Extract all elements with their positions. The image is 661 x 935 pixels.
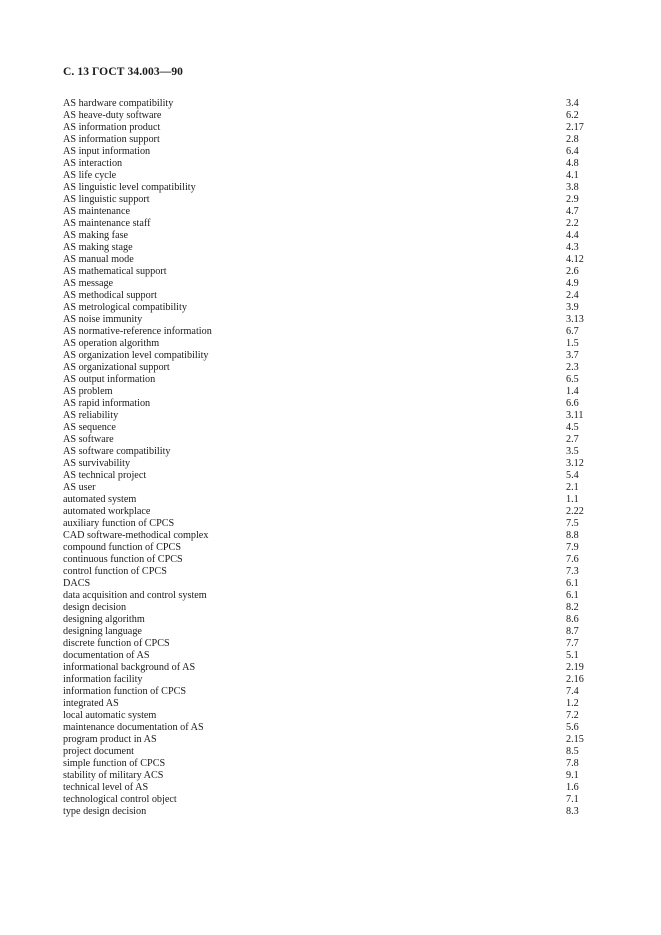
index-term: local automatic system — [63, 710, 157, 721]
index-row — [63, 206, 603, 218]
index-row — [63, 122, 603, 134]
index-term: AS making stage — [63, 242, 133, 253]
index-reference-number: 2.22 — [566, 506, 584, 517]
index-term: information function of CPCS — [63, 686, 187, 697]
index-term: AS maintenance — [63, 206, 131, 217]
index-term: AS problem — [63, 386, 113, 397]
index-term: AS making fase — [63, 230, 129, 241]
index-row — [63, 98, 603, 110]
index-reference-number: 2.7 — [566, 434, 579, 445]
index-row — [63, 590, 603, 602]
index-row — [63, 254, 603, 266]
index-term: AS software compatibility — [63, 446, 171, 457]
index-reference-number: 2.8 — [566, 134, 579, 145]
index-term: AS output information — [63, 374, 156, 385]
index-row — [63, 278, 603, 290]
index-row — [63, 314, 603, 326]
index-term: AS maintenance staff — [63, 218, 151, 229]
index-reference-number: 4.7 — [566, 206, 579, 217]
index-term: design decision — [63, 602, 127, 613]
index-reference-number: 9.1 — [566, 770, 579, 781]
index-row — [63, 698, 603, 710]
index-reference-number: 2.1 — [566, 482, 579, 493]
index-reference-number: 6.5 — [566, 374, 579, 385]
index-row — [63, 530, 603, 542]
index-row — [63, 170, 603, 182]
index-row — [63, 398, 603, 410]
index-row — [63, 338, 603, 350]
index-row — [63, 614, 603, 626]
index-term: AS user — [63, 482, 96, 493]
index-row — [63, 386, 603, 398]
index-row — [63, 326, 603, 338]
index-reference-number: 3.12 — [566, 458, 584, 469]
index-term: maintenance documentation of AS — [63, 722, 204, 733]
page-header: С. 13 ГОСТ 34.003—90 — [63, 66, 184, 78]
index-term: documentation of AS — [63, 650, 150, 661]
index-reference-number: 4.4 — [566, 230, 579, 241]
index-row — [63, 230, 603, 242]
index-row — [63, 506, 603, 518]
index-row — [63, 566, 603, 578]
index-row — [63, 110, 603, 122]
index-term: AS linguistic level compatibility — [63, 182, 196, 193]
index-term: AS technical project — [63, 470, 147, 481]
index-reference-number: 7.5 — [566, 518, 579, 529]
index-reference-number: 3.4 — [566, 98, 579, 109]
index-row — [63, 554, 603, 566]
index-reference-number: 8.5 — [566, 746, 579, 757]
index-row — [63, 518, 603, 530]
index-term: simple function of CPCS — [63, 758, 166, 769]
index-term: AS metrological compatibility — [63, 302, 187, 313]
index-reference-number: 3.5 — [566, 446, 579, 457]
index-row — [63, 638, 603, 650]
index-term: designing language — [63, 626, 142, 637]
index-row — [63, 674, 603, 686]
index-row — [63, 410, 603, 422]
index-row — [63, 542, 603, 554]
index-row — [63, 782, 603, 794]
index-term: technological control object — [63, 794, 177, 805]
index-row — [63, 650, 603, 662]
index-term: AS mathematical support — [63, 266, 167, 277]
index-term: stability of military ACS — [63, 770, 164, 781]
index-term: control function of CPCS — [63, 566, 167, 577]
index-term: AS noise immunity — [63, 314, 143, 325]
index-reference-number: 7.1 — [566, 794, 579, 805]
index-row — [63, 350, 603, 362]
index-term: AS software — [63, 434, 114, 445]
index-reference-number: 1.6 — [566, 782, 579, 793]
index-row — [63, 794, 603, 806]
index-term: AS interaction — [63, 158, 123, 169]
index-row — [63, 734, 603, 746]
index-reference-number: 2.19 — [566, 662, 584, 673]
index-term: information facility — [63, 674, 143, 685]
index-row — [63, 434, 603, 446]
index-term: AS message — [63, 278, 114, 289]
index-row — [63, 218, 603, 230]
index-reference-number: 8.3 — [566, 806, 579, 817]
index-row — [63, 146, 603, 158]
index-reference-number: 4.3 — [566, 242, 579, 253]
index-reference-number: 7.4 — [566, 686, 579, 697]
index-term: AS survivability — [63, 458, 131, 469]
index-row — [63, 446, 603, 458]
index-term: AS methodical support — [63, 290, 157, 301]
index-reference-number: 1.1 — [566, 494, 579, 505]
index-row — [63, 710, 603, 722]
index-row — [63, 182, 603, 194]
index-term: type design decision — [63, 806, 147, 817]
index-term: AS operation algorithm — [63, 338, 160, 349]
index-term: AS reliability — [63, 410, 119, 421]
index-row — [63, 770, 603, 782]
term-index-list — [63, 98, 603, 818]
index-reference-number: 1.5 — [566, 338, 579, 349]
index-term: auxiliary function of CPCS — [63, 518, 175, 529]
index-term: AS information support — [63, 134, 160, 145]
index-term: AS heave-duty software — [63, 110, 162, 121]
index-row — [63, 746, 603, 758]
index-term: AS input information — [63, 146, 151, 157]
index-term: DACS — [63, 578, 91, 589]
index-term: AS rapid information — [63, 398, 151, 409]
index-reference-number: 2.4 — [566, 290, 579, 301]
index-term: data acquisition and control system — [63, 590, 207, 601]
index-term: AS information product — [63, 122, 161, 133]
index-reference-number: 6.7 — [566, 326, 579, 337]
index-row — [63, 470, 603, 482]
index-term: AS linguistic support — [63, 194, 150, 205]
index-term: integrated AS — [63, 698, 119, 709]
index-reference-number: 6.1 — [566, 590, 579, 601]
index-reference-number: 6.1 — [566, 578, 579, 589]
index-row — [63, 482, 603, 494]
index-reference-number: 2.3 — [566, 362, 579, 373]
index-term: AS manual mode — [63, 254, 134, 265]
index-reference-number: 5.1 — [566, 650, 579, 661]
index-reference-number: 5.4 — [566, 470, 579, 481]
index-reference-number: 8.6 — [566, 614, 579, 625]
index-row — [63, 722, 603, 734]
index-row — [63, 302, 603, 314]
index-reference-number: 2.16 — [566, 674, 584, 685]
index-row — [63, 806, 603, 818]
index-row — [63, 362, 603, 374]
index-row — [63, 686, 603, 698]
index-term: CAD software-methodical complex — [63, 530, 209, 541]
index-reference-number: 4.9 — [566, 278, 579, 289]
index-row — [63, 290, 603, 302]
index-reference-number: 3.7 — [566, 350, 579, 361]
index-reference-number: 7.9 — [566, 542, 579, 553]
index-reference-number: 6.6 — [566, 398, 579, 409]
index-term: automated workplace — [63, 506, 151, 517]
index-row — [63, 494, 603, 506]
index-reference-number: 3.8 — [566, 182, 579, 193]
index-row — [63, 602, 603, 614]
index-term: discrete function of CPCS — [63, 638, 170, 649]
index-reference-number: 2.2 — [566, 218, 579, 229]
index-reference-number: 2.9 — [566, 194, 579, 205]
index-term: program product in AS — [63, 734, 157, 745]
index-reference-number: 8.2 — [566, 602, 579, 613]
index-term: designing algorithm — [63, 614, 145, 625]
index-reference-number: 4.8 — [566, 158, 579, 169]
index-row — [63, 242, 603, 254]
index-term: AS organization level compatibility — [63, 350, 209, 361]
index-reference-number: 7.7 — [566, 638, 579, 649]
index-reference-number: 3.9 — [566, 302, 579, 313]
index-row — [63, 158, 603, 170]
index-reference-number: 7.8 — [566, 758, 579, 769]
index-term: AS life cycle — [63, 170, 117, 181]
index-reference-number: 4.1 — [566, 170, 579, 181]
index-row — [63, 626, 603, 638]
index-row — [63, 578, 603, 590]
index-term: continuous function of CPCS — [63, 554, 183, 565]
index-reference-number: 7.3 — [566, 566, 579, 577]
index-term: informational background of AS — [63, 662, 196, 673]
index-reference-number: 1.2 — [566, 698, 579, 709]
index-term: AS organizational support — [63, 362, 170, 373]
index-reference-number: 3.11 — [566, 410, 584, 421]
index-reference-number: 7.6 — [566, 554, 579, 565]
index-row — [63, 134, 603, 146]
index-reference-number: 8.8 — [566, 530, 579, 541]
index-reference-number: 3.13 — [566, 314, 584, 325]
index-reference-number: 6.2 — [566, 110, 579, 121]
index-reference-number: 4.12 — [566, 254, 584, 265]
index-row — [63, 194, 603, 206]
index-reference-number: 2.17 — [566, 122, 584, 133]
index-term: automated system — [63, 494, 137, 505]
index-row — [63, 458, 603, 470]
index-reference-number: 7.2 — [566, 710, 579, 721]
index-reference-number: 2.6 — [566, 266, 579, 277]
index-reference-number: 6.4 — [566, 146, 579, 157]
index-term: project document — [63, 746, 135, 757]
index-row — [63, 758, 603, 770]
index-row — [63, 662, 603, 674]
index-term: AS normative-reference information — [63, 326, 212, 337]
index-reference-number: 1.4 — [566, 386, 579, 397]
index-reference-number: 8.7 — [566, 626, 579, 637]
index-term: AS sequence — [63, 422, 116, 433]
index-row — [63, 374, 603, 386]
index-reference-number: 5.6 — [566, 722, 579, 733]
index-term: AS hardware compatibility — [63, 98, 174, 109]
index-reference-number: 4.5 — [566, 422, 579, 433]
index-reference-number: 2.15 — [566, 734, 584, 745]
index-term: technical level of AS — [63, 782, 149, 793]
index-term: compound function of CPCS — [63, 542, 182, 553]
index-row — [63, 266, 603, 278]
index-row — [63, 422, 603, 434]
